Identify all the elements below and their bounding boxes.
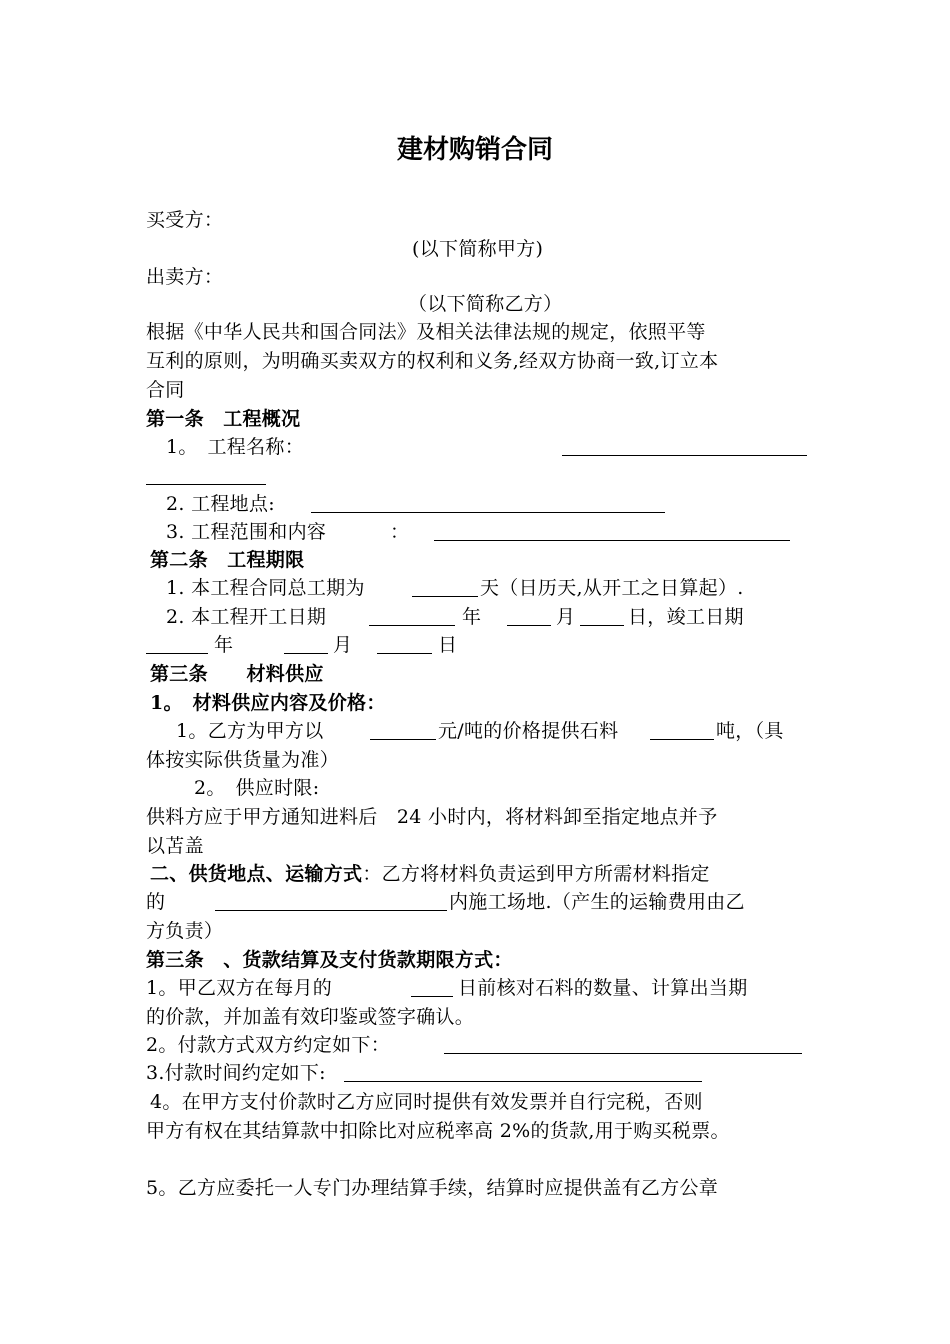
- start-day-blank: [580, 607, 624, 626]
- supply-time-heading: 2。 供应时限:: [194, 777, 320, 799]
- end-year-unit: 年: [214, 634, 234, 656]
- payment-method-blank: [444, 1035, 802, 1054]
- price-line-d: 体按实际供货量为准）: [146, 749, 340, 771]
- payment-item-4-a: 4。在甲方支付价款时乙方应同时提供有效发票并自行完税，否则: [150, 1091, 703, 1113]
- price-line-a: 1。乙方为甲方以: [176, 720, 324, 742]
- payment-item-2: 2。付款方式双方约定如下：: [146, 1034, 390, 1056]
- project-location-label: 2. 工程地点:: [166, 493, 275, 515]
- start-month-blank: [507, 607, 551, 626]
- article-3-heading: 第三条 材料供应: [150, 663, 324, 685]
- total-duration-unit: 天（日历天,从开工之日算起）.: [480, 577, 744, 599]
- intro-line-2: 互利的原则，为明确买卖双方的权利和义务,经双方协商一致,订立本: [146, 350, 719, 372]
- material-content-heading: 1。 材料供应内容及价格：: [150, 692, 386, 714]
- start-month-unit: 月: [556, 606, 576, 628]
- delivery-line-a: [150, 862, 710, 886]
- start-year-blank: [369, 607, 455, 626]
- end-month-blank: [284, 635, 328, 654]
- price-line-b: 元/吨的价格提供石料: [438, 720, 619, 742]
- payment-item-1-b: 日前核对石料的数量、计算出当期: [458, 977, 748, 999]
- price-blank: [370, 721, 436, 740]
- end-year-blank: [146, 635, 208, 654]
- payment-item-1-a: 1。甲乙双方在每月的: [146, 977, 333, 999]
- document-title: 建材购销合同: [396, 135, 553, 165]
- seller-alias: （以下简称乙方）: [408, 293, 563, 315]
- delivery-line-b-end: 内施工场地.（产生的运输费用由乙: [449, 891, 745, 913]
- quantity-blank: [650, 721, 714, 740]
- payment-item-5: 5。乙方应委托一人专门办理结算手续，结算时应提供盖有乙方公章: [146, 1177, 719, 1199]
- end-month-unit: 月: [333, 634, 353, 656]
- payment-heading: 第三条 、货款结算及支付货款期限方式：: [146, 949, 513, 971]
- project-scope-blank: [434, 522, 790, 541]
- project-scope-label: 3. 工程范围和内容: [166, 521, 327, 543]
- delivery-line-b-start: 的: [146, 891, 166, 913]
- payment-item-3: 3.付款时间约定如下:: [146, 1062, 326, 1084]
- seller-label: 出卖方：: [146, 266, 224, 288]
- project-name-blank-cont: [146, 466, 266, 485]
- start-year-unit: 年: [462, 606, 482, 628]
- delivery-line-c: 方负责）: [146, 920, 224, 942]
- payment-day-blank: [411, 978, 453, 997]
- supply-time-line-a: 供料方应于甲方通知进料后 24 小时内，将材料卸至指定地点并予: [146, 806, 718, 828]
- project-scope-colon: ：: [390, 521, 410, 543]
- total-duration-label: 1. 本工程合同总工期为: [166, 577, 365, 599]
- delivery-location-blank: [215, 892, 447, 911]
- start-day-unit: 日，竣工日期: [628, 606, 744, 628]
- total-duration-blank: [412, 578, 478, 597]
- payment-time-blank: [344, 1063, 702, 1082]
- intro-line-1: 根据《中华人民共和国合同法》及相关法律法规的规定，依照平等: [146, 321, 706, 343]
- delivery-text: ：乙方将材料负责运到甲方所需材料指定: [362, 863, 710, 885]
- start-date-label: 2. 本工程开工日期: [166, 606, 327, 628]
- end-day-blank: [377, 635, 432, 654]
- payment-item-4-b: 甲方有权在其结算款中扣除比对应税率高 2%的货款,用于购买税票。: [146, 1120, 730, 1142]
- project-name-blank: [562, 437, 807, 456]
- buyer-alias: (以下简称甲方): [412, 238, 544, 260]
- price-line-c: 吨，（具: [716, 720, 784, 742]
- end-day-unit: 日: [438, 634, 458, 656]
- project-location-blank: [311, 494, 665, 513]
- supply-time-line-b: 以苫盖: [146, 835, 204, 857]
- article-2-heading: 第二条 工程期限: [150, 549, 305, 571]
- buyer-label: 买受方：: [146, 209, 224, 231]
- payment-item-1-c: 的价款，并加盖有效印鉴或签字确认。: [146, 1006, 475, 1028]
- intro-line-3: 合同: [146, 379, 185, 401]
- delivery-heading: 二、供货地点、运输方式: [150, 863, 363, 885]
- project-name-label: 1。 工程名称：: [166, 436, 304, 458]
- article-1-heading: 第一条 工程概况: [146, 408, 301, 430]
